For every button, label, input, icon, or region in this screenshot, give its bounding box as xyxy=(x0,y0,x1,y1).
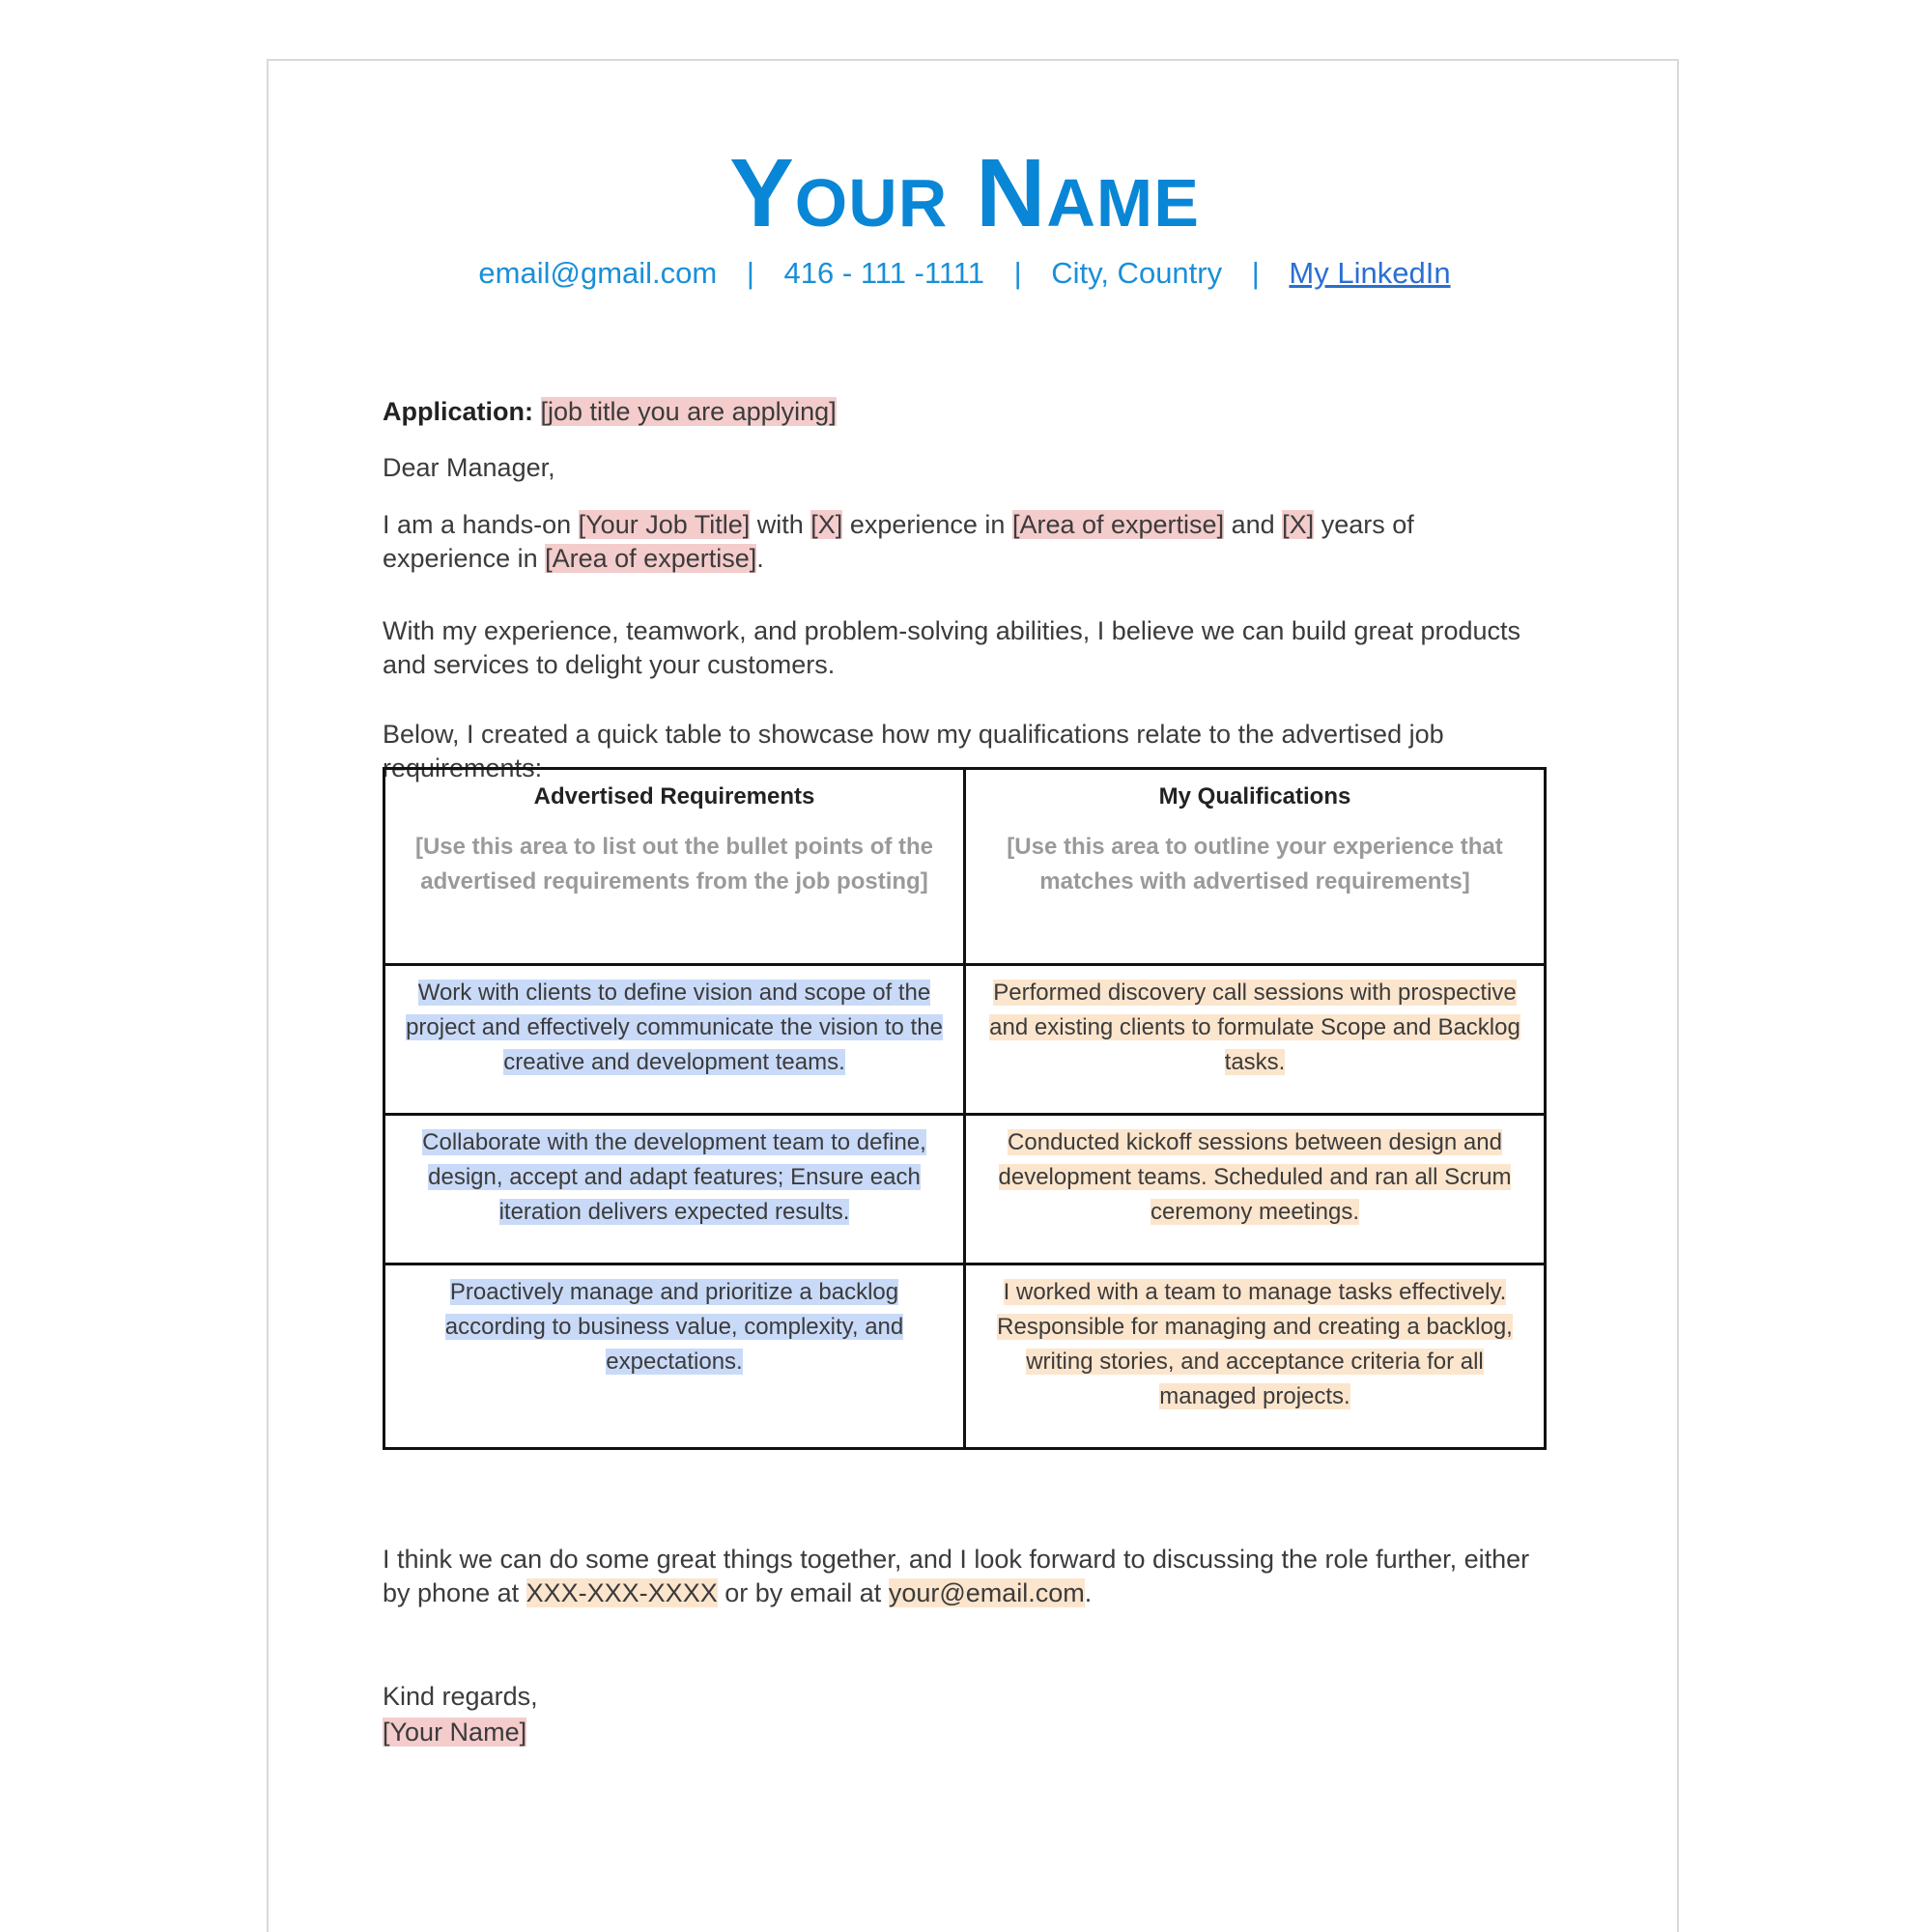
qualification-cell xyxy=(965,965,1546,1115)
table-row xyxy=(384,965,1546,1115)
contact-line xyxy=(383,254,1547,293)
closing-paragraph xyxy=(383,1543,1547,1610)
applicant-name: Your Name xyxy=(729,139,1200,247)
requirement-cell xyxy=(384,1115,965,1264)
qualification-text: I worked with a team to manage tasks effectively. Responsible for managing and creating a backlog, writing stories, and acceptance criteria for all managed projects. xyxy=(997,1279,1513,1409)
requirement-cell xyxy=(384,1264,965,1449)
column-title-qualifications: My Qualifications xyxy=(1158,783,1351,810)
document-page xyxy=(267,59,1679,1932)
qualification-cell xyxy=(965,1264,1546,1449)
contact-phone: 416 - 111 -1111 xyxy=(783,256,984,290)
requirement-text: Collaborate with the development team to define, design, accept and adapt features; Ensure each iteration delivers expected results. xyxy=(422,1129,926,1225)
contact-separator: | xyxy=(746,256,754,290)
requirement-text: Proactively manage and prioritize a backlog according to business value, complexity, and expectations. xyxy=(444,1279,904,1375)
column-note-requirements: [Use this area to list out the bullet points of the advertised requirements from the job posting] xyxy=(414,834,934,895)
placeholder-x: [X] xyxy=(1282,510,1315,539)
intro-text: experience in xyxy=(849,510,1006,539)
column-note-qualifications: [Use this area to outline your experience that matches with advertised requirements] xyxy=(1007,834,1503,895)
application-label: Application: xyxy=(383,397,533,426)
application-job-title: [job title you are applying] xyxy=(540,397,837,426)
signature-line xyxy=(383,1716,1547,1749)
requirement-text: Work with clients to define vision and scope of the project and effectively communicate the vision to the creative and development teams. xyxy=(406,980,943,1075)
intro-text: I am a hands-on xyxy=(383,510,572,539)
table-header-row xyxy=(384,769,1546,965)
application-line xyxy=(383,395,1547,429)
signoff: Kind regards, xyxy=(383,1682,538,1711)
column-title-requirements: Advertised Requirements xyxy=(533,783,815,810)
qualification-cell xyxy=(965,1115,1546,1264)
paragraph-teamwork: With my experience, teamwork, and problem-solving abilities, I believe we can build great products and services to delight your customers. xyxy=(383,616,1521,679)
paragraph-table-intro: Below, I created a quick table to showcase how my qualifications relate to the advertised job requirements: xyxy=(383,720,1444,782)
placeholder-phone: XXX-XXX-XXXX xyxy=(526,1578,718,1607)
table-header-cell xyxy=(384,769,965,965)
closing-text: . xyxy=(1084,1578,1093,1607)
placeholder-area: [Area of expertise] xyxy=(545,544,757,573)
intro-text: . xyxy=(756,544,764,573)
placeholder-area: [Area of expertise] xyxy=(1011,510,1225,539)
table-row xyxy=(384,1264,1546,1449)
closing-text: or by email at xyxy=(724,1578,882,1607)
placeholder-x: [X] xyxy=(810,510,843,539)
signature-name: [Your Name] xyxy=(383,1718,527,1747)
placeholder-email: your@email.com xyxy=(888,1578,1085,1607)
intro-text: years of experience in xyxy=(383,510,1414,573)
requirement-cell xyxy=(384,965,965,1115)
requirements-table xyxy=(383,767,1547,1450)
table-header-cell xyxy=(965,769,1546,965)
contact-location: City, Country xyxy=(1051,256,1223,290)
intro-paragraph xyxy=(383,508,1547,576)
qualification-text: Performed discovery call sessions with prospective and existing clients to formulate Scope and Backlog tasks. xyxy=(989,980,1520,1075)
table-row xyxy=(384,1115,1546,1264)
intro-text: with xyxy=(756,510,804,539)
placeholder-job-title: [Your Job Title] xyxy=(578,510,751,539)
closing-text: I think we can do some great things together, and I look forward to discussing the role further, either by phone at xyxy=(383,1545,1530,1607)
greeting: Dear Manager, xyxy=(383,453,555,482)
contact-separator: | xyxy=(1013,256,1022,290)
qualification-text: Conducted kickoff sessions between design and development teams. Scheduled and ran all Scrum ceremony meetings. xyxy=(998,1129,1512,1225)
linkedin-link[interactable]: My LinkedIn xyxy=(1289,256,1451,290)
intro-text: and xyxy=(1231,510,1275,539)
contact-separator: | xyxy=(1251,256,1260,290)
contact-email: email@gmail.com xyxy=(478,256,718,290)
